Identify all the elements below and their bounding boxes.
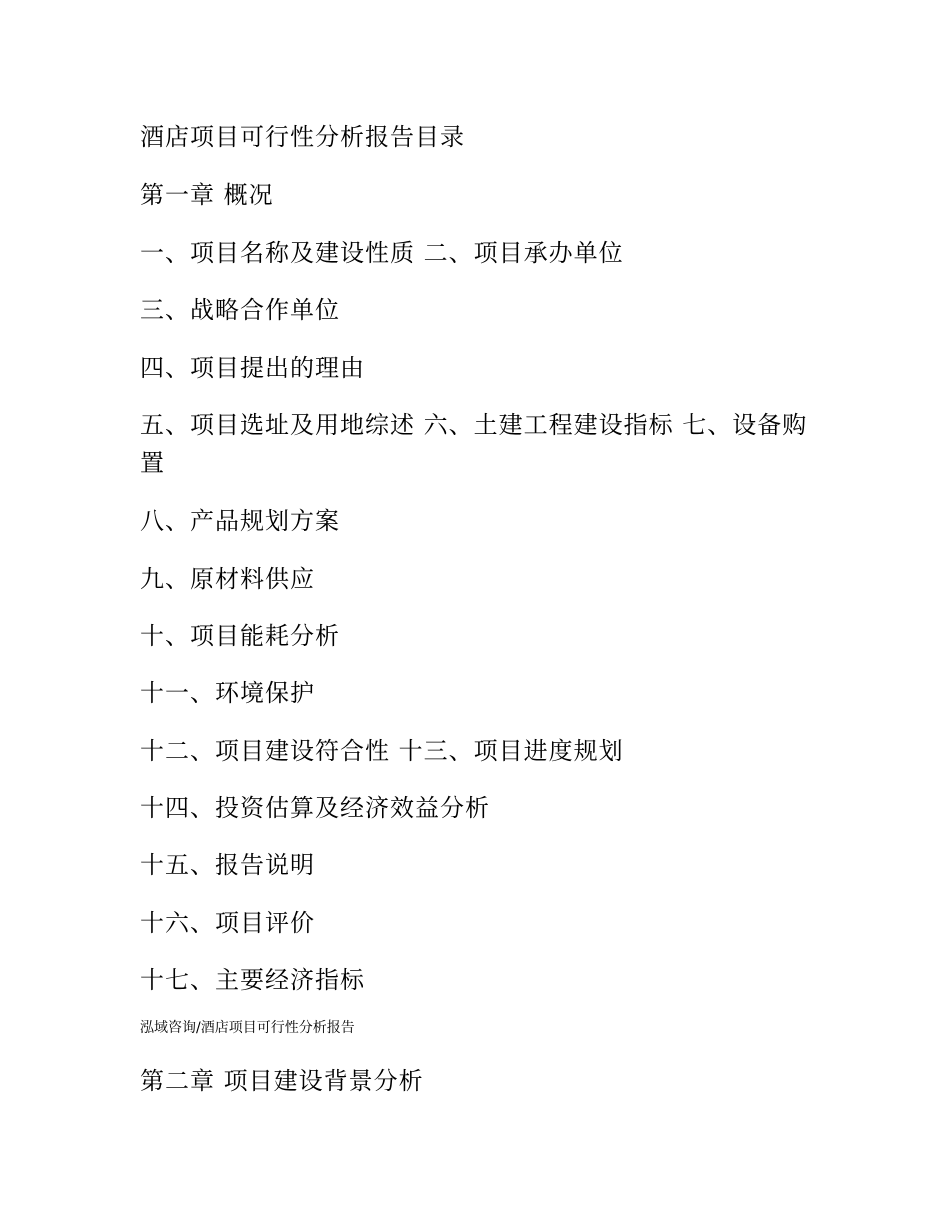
document-title: 酒店项目可行性分析报告目录 (140, 123, 465, 151)
toc-item: 一、项目名称及建设性质 二、项目承办单位 (140, 239, 624, 267)
toc-item: 三、战略合作单位 (140, 296, 340, 324)
toc-item: 八、产品规划方案 (140, 507, 340, 535)
toc-item: 十七、主要经济指标 (140, 966, 365, 994)
running-footer: 泓域咨询/酒店项目可行性分析报告 (140, 1020, 355, 1036)
chapter-2-heading: 第二章 项目建设背景分析 (140, 1067, 424, 1095)
toc-item: 十四、投资估算及经济效益分析 (140, 794, 490, 822)
chapter-1-heading: 第一章 概况 (140, 181, 274, 209)
toc-item: 十二、项目建设符合性 十三、项目进度规划 (140, 737, 624, 765)
toc-item: 十、项目能耗分析 (140, 622, 340, 650)
toc-item: 九、原材料供应 (140, 565, 315, 593)
toc-item: 四、项目提出的理由 (140, 354, 365, 382)
toc-item: 五、项目选址及用地综述 六、土建工程建设指标 七、设备购置 (140, 411, 808, 477)
toc-item: 十六、项目评价 (140, 909, 315, 937)
toc-item: 十五、报告说明 (140, 851, 315, 879)
toc-item: 十一、环境保护 (140, 679, 315, 707)
